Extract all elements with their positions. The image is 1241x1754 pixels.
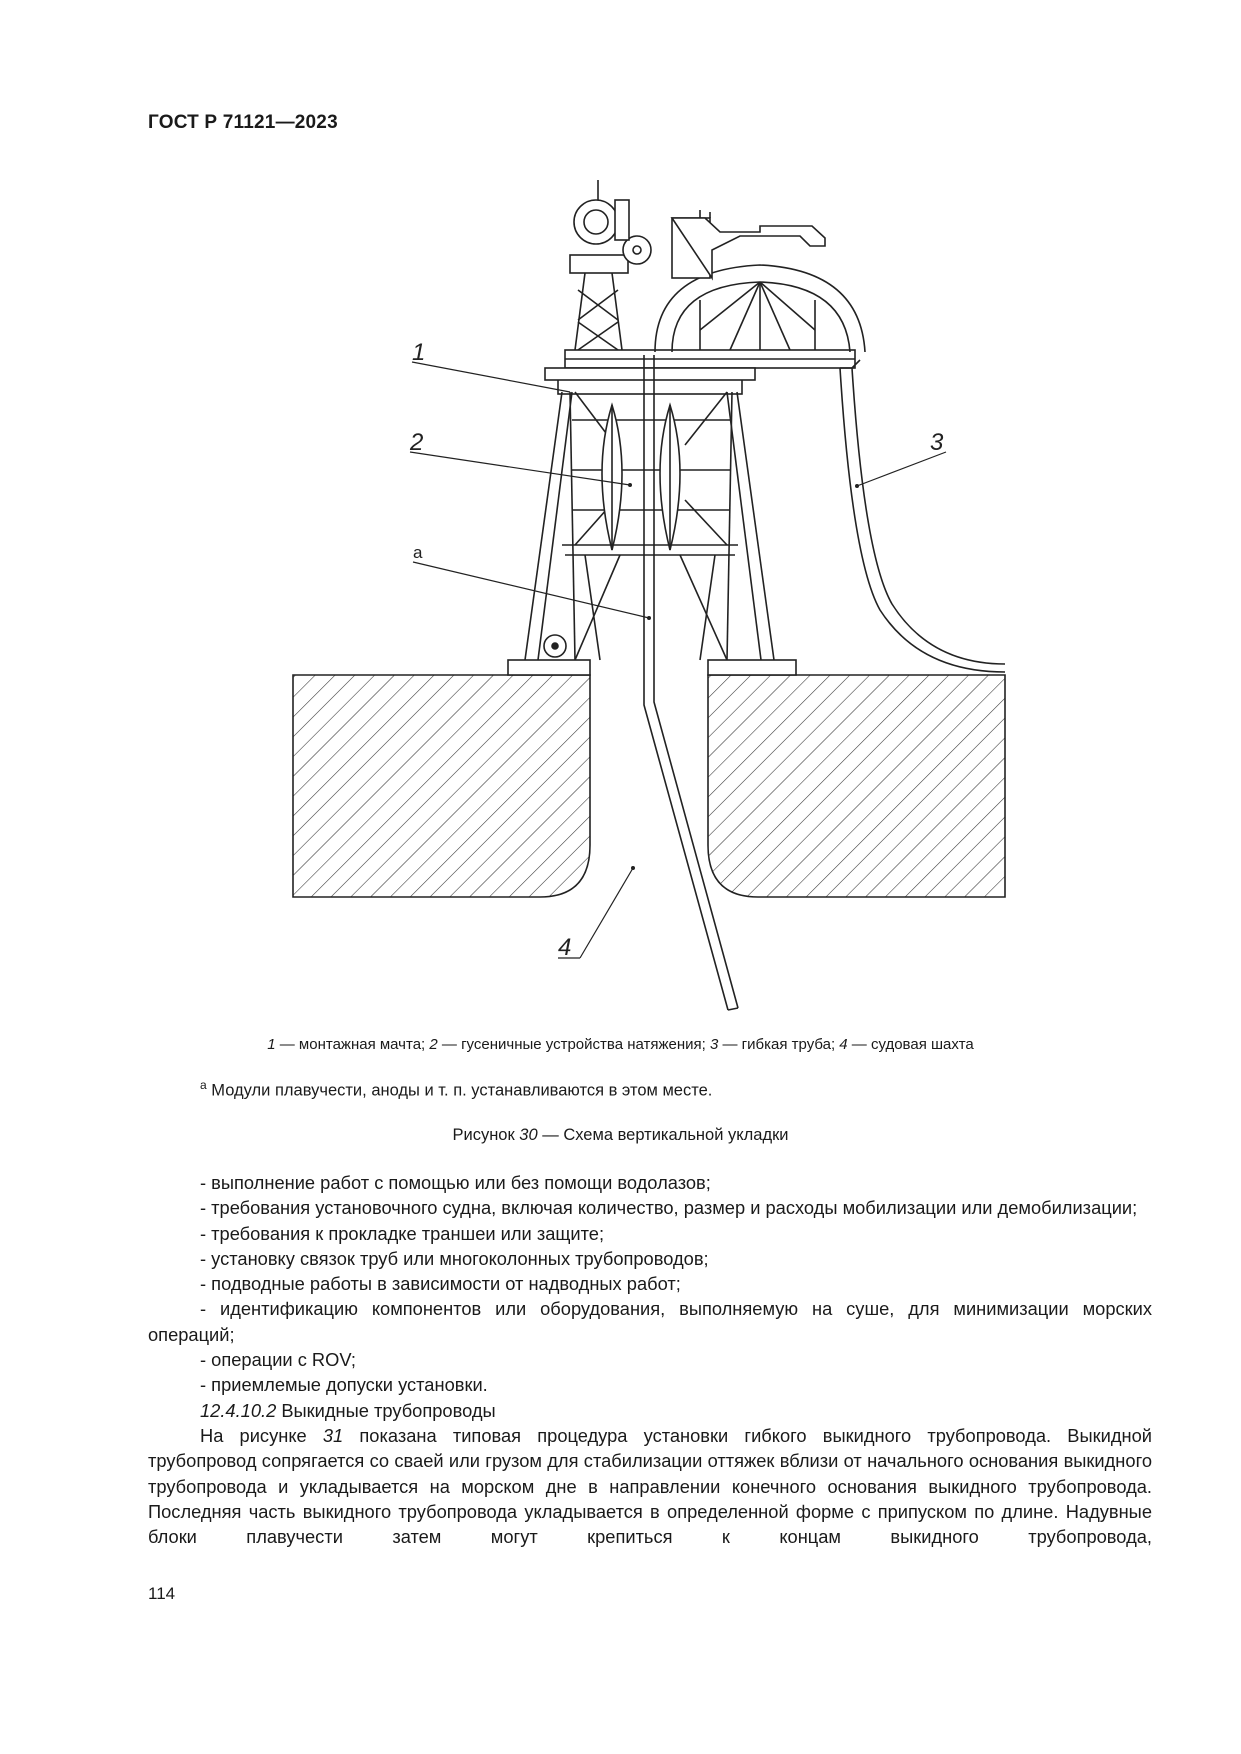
svg-text:3: 3 [930,429,944,456]
crane-arm [672,210,825,278]
tower-base-plates [508,660,796,675]
list-item: - требования к прокладке траншеи или защите; [200,1222,605,1244]
top-deck [545,350,855,380]
list-item: - приемлемые допуски установки. [200,1374,488,1396]
page-number: 114 [148,1584,176,1603]
callout-1 [412,339,570,392]
body-text [148,1170,1152,1549]
callout-2 [409,429,632,487]
document-header: ГОСТ Р 71121—2023 [148,112,338,133]
caterpillar-tensioners [602,405,680,550]
figure-caption: Рисунок 30 — Схема вертикальной укладки [452,1126,789,1144]
paragraph: На рисунке 31 показана типовая процедура установки гибкого выкидного трубопровода. Выкидной трубопровод сопрягается со сваей или грузом для стабилизации оттяжек вблизи от начального основания выкидного трубопровода и укладывается на морском дне в направлении конечного основания выкидного трубопровода. Последняя часть выкидного трубопровода укладывается в определенной форме с припуском по длине. Надувные блоки плавучести затем могут крепиться к концам выкидного трубопровода, [148,1424,1152,1548]
list-item: - требования установочного судна, включая количество, размер и расходы мобилизации или демобилизации; [200,1197,1138,1219]
svg-text:4: 4 [558,934,572,961]
hull-right-block [708,675,1005,897]
figure-legend: 1 — монтажная мачта; 2 — гусеничные устройства натяжения; 3 — гибкая труба; 4 — судовая шахта [267,1036,974,1053]
figure-footnote: $^а$ Модули плавучести, аноды и т. п. устанавливаются в этом месте. [200,1078,713,1100]
mounting-mast [570,180,651,350]
section-heading: 12.4.10.2 Выкидные трубопроводы [200,1399,496,1421]
list-item: - идентификацию компонентов или оборудования, выполняемую на суше, для минимизации морских операций; [148,1298,1152,1345]
svg-text:2: 2 [410,429,424,456]
list-item: - установку связок труб или многоколонных трубопроводов; [200,1247,709,1269]
vertical-laying-diagram [0,160,1241,1040]
list-item: - операции с ROV; [200,1349,356,1371]
list-item: - выполнение работ с помощью или без помощи водолазов; [200,1172,711,1193]
callout-3 [855,429,946,488]
base-wheel [544,635,566,657]
list-item: - подводные работы в зависимости от надводных работ; [200,1273,681,1295]
svg-text:1: 1 [412,339,426,366]
hull-left-block [293,675,590,897]
svg-text:а: а [413,543,423,562]
